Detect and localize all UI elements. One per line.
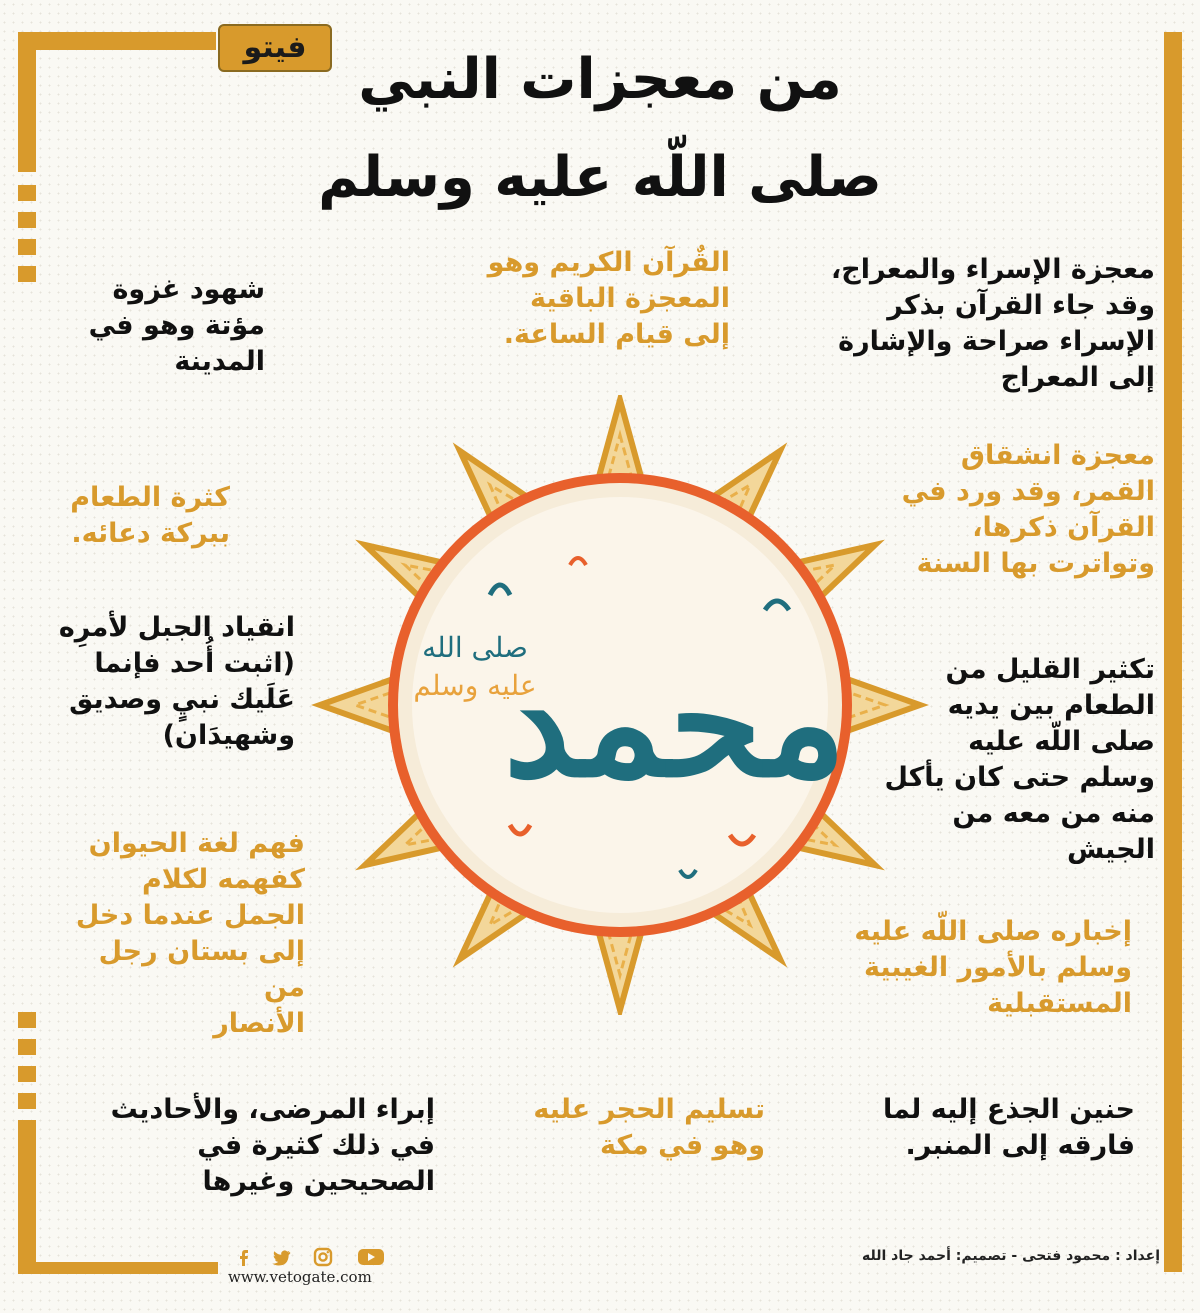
calligraphy-name: محمد	[503, 635, 847, 811]
miracle-mutah: شهود غزوة مؤتة وهو في المدينة	[88, 274, 265, 377]
page-title-line2: صلى اللّه عليه وسلم	[318, 145, 882, 210]
miracle-quran: القٌرآن الكريم وهو المعجزة الباقية إلى قيام الساعة.	[487, 247, 730, 350]
page-title-line1: من معجزات النبي	[358, 47, 842, 112]
miracle-unseen: إخباره صلى اللّه عليه وسلم بالأمور الغيبية المستقبلية	[854, 916, 1132, 1019]
frame-tick	[18, 1039, 36, 1055]
miracle-healing: إبراء المرضى، والأحاديث في ذلك كثيرة في الصحيحين وغيرها	[110, 1094, 435, 1197]
frame-right-bar	[1164, 32, 1182, 1272]
ornamental-medallion	[310, 395, 930, 1015]
frame-bottom-bar	[18, 1262, 218, 1274]
frame-top-bar	[18, 32, 216, 50]
website-url[interactable]: www.vetogate.com	[228, 1268, 372, 1286]
frame-tick	[18, 185, 36, 201]
miracle-moon: معجزة انشقاق القمر، وقد ورد في القرآن ذكرها، وتواترت بها السنة	[901, 440, 1155, 579]
miracle-isra: معجزة الإسراء والمعراج، وقد جاء القرآن بذكر الإسراء صراحة والإشارة إلى المعراج	[831, 254, 1155, 393]
frame-tick	[18, 1066, 36, 1082]
miracle-trunk: حنين الجذع إليه لما فارقه إلى المنبر.	[882, 1094, 1135, 1161]
frame-tick	[18, 1012, 36, 1028]
frame-tick	[18, 212, 36, 228]
facebook-icon[interactable]	[232, 1246, 254, 1268]
frame-tick	[18, 239, 36, 255]
calligraphy-salawat-line2: عليه وسلم	[413, 669, 537, 702]
instagram-icon[interactable]	[312, 1246, 334, 1268]
credits-text: إعداد : محمود فتحى - تصميم: أحمد جاد الله	[862, 1248, 1160, 1264]
miracle-mountain: انقياد الجبل لأمرِه (اثبت أُحد فإنما عَلَيك نبيٍ وصديق وشهيدَان)	[58, 612, 295, 751]
twitter-icon[interactable]	[270, 1246, 292, 1268]
youtube-icon[interactable]	[356, 1246, 386, 1268]
frame-tick	[18, 266, 36, 282]
miracle-stone: تسليم الحجر عليه وهو في مكة	[533, 1094, 765, 1161]
calligraphy-salawat-line1: صلى الله	[422, 631, 528, 664]
frame-tick	[18, 1093, 36, 1109]
miracle-food-blessing: كثرة الطعام ببركة دعائه.	[70, 482, 230, 549]
miracle-food-multiply: تكثير القليل من الطعام بين يديه صلى اللّه عليه وسلم حتى كان يأكل منه من معه من الجيش	[884, 654, 1155, 865]
miracle-animals: فهم لغة الحيوان كفهمه لكلام الجمل عندما دخل إلى بستان رجل من الأنصار	[75, 828, 305, 1039]
frame-left-bar	[18, 32, 36, 172]
brand-logo: فيتو	[218, 24, 332, 72]
frame-left-lower-bar	[18, 1120, 36, 1270]
